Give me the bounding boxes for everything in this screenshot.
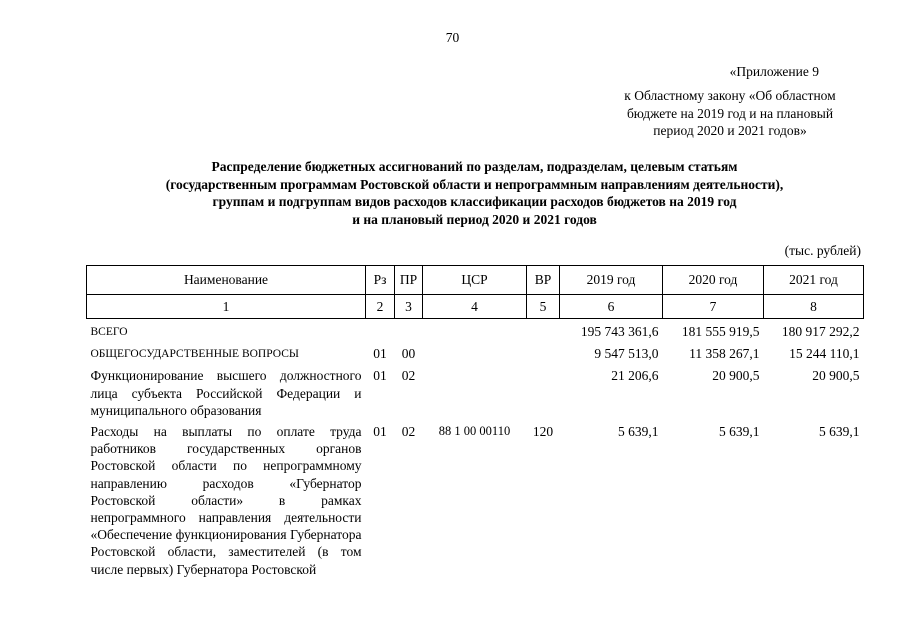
row-pr: 02 xyxy=(401,368,416,384)
header-2021: 2021 год xyxy=(764,266,864,295)
row-2020: 20 900,5 xyxy=(712,368,760,384)
row-2021: 15 244 110,1 xyxy=(789,346,860,362)
row-2019: 21 206,6 xyxy=(611,368,659,384)
header-row xyxy=(87,266,864,295)
row-csr xyxy=(423,363,527,419)
budget-table xyxy=(86,265,864,578)
header-2020: 2020 год xyxy=(663,266,764,295)
row-rz: 01 xyxy=(373,368,387,384)
row-name: ВСЕГО xyxy=(90,326,128,338)
row-2021: 180 917 292,2 xyxy=(781,324,860,339)
units-label: (тыс. рублей) xyxy=(784,243,861,258)
header-csr: ЦСР xyxy=(423,266,527,295)
header-2019: 2019 год xyxy=(560,266,663,295)
row-vr xyxy=(527,363,560,419)
row-vr xyxy=(527,341,560,363)
column-number: 2 xyxy=(366,295,395,319)
row-2021: 5 639,1 xyxy=(819,424,860,440)
title-line: (государственным программам Ростовской области и непрограммным направлениям деятельности), xyxy=(165,176,784,192)
title-line: Распределение бюджетных ассигнований по разделам, подразделам, целевым статьям xyxy=(211,159,738,174)
header-rz: Рз xyxy=(366,266,395,295)
page-number: 70 xyxy=(445,30,460,45)
column-number: 7 xyxy=(663,295,764,319)
row-2020: 5 639,1 xyxy=(719,424,760,440)
row-2019: 195 743 361,6 xyxy=(580,324,659,339)
row-name: Функционирование высшего должностного лица субъекта Российской Федерации и муниципального образования xyxy=(90,368,362,418)
row-2021: 20 900,5 xyxy=(812,368,860,384)
row-csr: 88 1 00 00110 xyxy=(438,424,511,439)
row-pr: 02 xyxy=(401,424,416,440)
row-2020: 11 358 267,1 xyxy=(689,346,760,362)
row-2019: 9 547 513,0 xyxy=(594,346,659,362)
column-number: 8 xyxy=(764,295,864,319)
table-row xyxy=(87,419,864,578)
row-2020: 181 555 919,5 xyxy=(681,324,760,339)
column-number: 5 xyxy=(527,295,560,319)
title-line: и на плановый период 2020 и 2021 годов xyxy=(352,211,597,227)
row-rz xyxy=(366,319,395,342)
row-name: ОБЩЕГОСУДАРСТВЕННЫЕ ВОПРОСЫ xyxy=(90,348,299,361)
row-pr xyxy=(395,319,423,342)
title-line: группам и подгруппам видов расходов классификации расходов бюджетов на 2019 год xyxy=(212,194,737,209)
law-reference-line: к Областному закону «Об областном xyxy=(624,88,836,103)
header-name: Наименование xyxy=(87,266,366,295)
law-reference-line: бюджете на 2019 год и на плановый xyxy=(626,105,834,121)
law-reference xyxy=(595,87,865,140)
row-pr: 00 xyxy=(401,346,416,362)
header-pr: ПР xyxy=(395,266,423,295)
column-number: 4 xyxy=(423,295,527,319)
row-csr xyxy=(423,341,527,363)
column-number-row xyxy=(87,295,864,319)
law-reference-line: период 2020 и 2021 годов» xyxy=(653,123,807,138)
table-row xyxy=(87,319,864,342)
row-rz: 01 xyxy=(373,424,387,440)
row-csr xyxy=(423,319,527,342)
table-row xyxy=(87,341,864,363)
column-number: 6 xyxy=(560,295,663,319)
row-vr: 120 xyxy=(532,424,554,440)
appendix-label: «Приложение 9 xyxy=(729,64,819,79)
column-number: 3 xyxy=(395,295,423,319)
row-2019: 5 639,1 xyxy=(618,424,659,440)
row-rz: 01 xyxy=(373,346,387,362)
column-number: 1 xyxy=(87,295,366,319)
row-name: Расходы на выплаты по оплате труда работников государственных органов Ростовской области по непрограммному направлению расходов «Губернатор Ростовской области» в рамках непрограммного направления деятельности «Обеспечение функционирования Губернатора Ростовской области, заместителей (в том числе первых) Губернатора Ростовской xyxy=(90,424,362,577)
row-vr xyxy=(527,319,560,342)
header-vr: ВР xyxy=(527,266,560,295)
document-title xyxy=(86,158,863,228)
table-row xyxy=(87,363,864,419)
